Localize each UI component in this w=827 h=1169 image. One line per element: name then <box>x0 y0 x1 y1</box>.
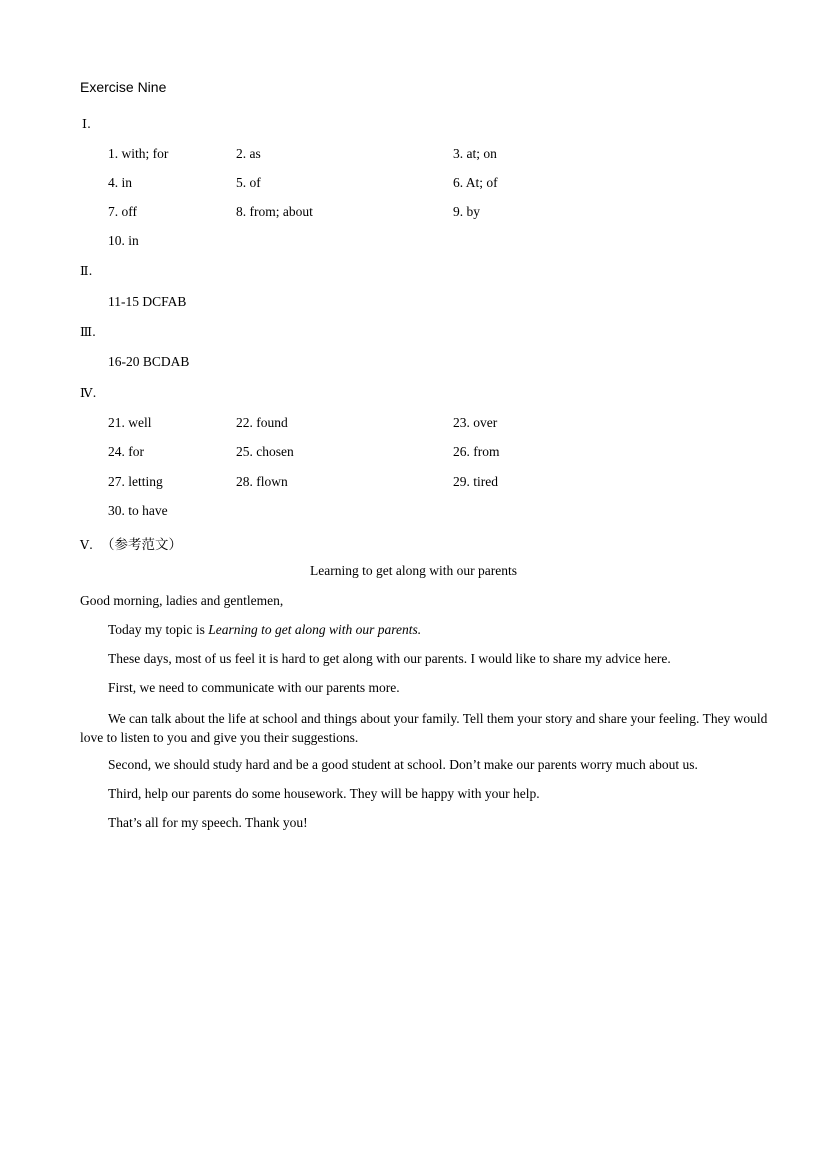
essay-greeting: Good morning, ladies and gentlemen, <box>80 593 284 608</box>
essay-paragraph-4: We can talk about the life at school and things about your family. Tell them your story and share your feeling. They would love to listen to you and give you their suggestions. <box>80 711 768 745</box>
essay-paragraph-2: These days, most of us feel it is hard to get along with our parents. I would like to share my advice here. <box>108 651 671 666</box>
answer-item: 23. over <box>453 415 498 430</box>
answer-item: 9. by <box>453 204 480 219</box>
answer-item: 6. At; of <box>453 175 498 190</box>
answer-item: 24. for <box>108 444 144 459</box>
answer-item: 25. chosen <box>236 444 294 459</box>
section-5-label: Ⅴ. <box>80 537 94 552</box>
essay-paragraph-5: Second, we should study hard and be a good student at school. Don’t make our parents worry much about us. <box>108 757 698 772</box>
section-5-heading <box>80 533 182 553</box>
section-1-label: Ⅰ. <box>82 116 91 131</box>
answer-item: 28. flown <box>236 474 288 489</box>
essay-p1-prefix: Today my topic is <box>108 622 209 637</box>
answer-item: 7. off <box>108 204 137 219</box>
answer-item: 8. from; about <box>236 204 313 219</box>
answer-item: 27. letting <box>108 474 163 489</box>
section-2-answer: 11-15 DCFAB <box>108 294 187 309</box>
section-2-label: Ⅱ. <box>80 263 93 278</box>
essay-p1-topic: Learning to get along with our parents. <box>208 622 422 637</box>
section-3-answer: 16-20 BCDAB <box>108 354 190 369</box>
answer-item: 26. from <box>453 444 500 459</box>
answer-item: 21. well <box>108 415 152 430</box>
answer-item: 4. in <box>108 175 133 190</box>
section-3-label: Ⅲ. <box>80 324 97 339</box>
answer-item: 10. in <box>108 233 139 248</box>
section-4-label: Ⅳ. <box>80 385 97 400</box>
essay-title: Learning to get along with our parents <box>310 563 517 578</box>
essay-paragraph-3: First, we need to communicate with our parents more. <box>108 680 400 695</box>
essay-paragraph-7: That’s all for my speech. Thank you! <box>108 815 308 830</box>
essay-paragraph-6: Third, help our parents do some housework. They will be happy with your help. <box>108 786 540 801</box>
answer-item: 2. as <box>236 146 261 161</box>
section-5-note: （参考范文） <box>101 537 183 552</box>
answer-item: 22. found <box>236 415 288 430</box>
answer-item: 1. with; for <box>108 146 169 161</box>
essay-paragraph-1 <box>108 622 421 638</box>
answer-item: 30. to have <box>108 503 168 518</box>
answer-item: 5. of <box>236 175 261 190</box>
answer-item: 29. tired <box>453 474 498 489</box>
answer-item: 3. at; on <box>453 146 497 161</box>
page-title: Exercise Nine <box>80 79 167 95</box>
